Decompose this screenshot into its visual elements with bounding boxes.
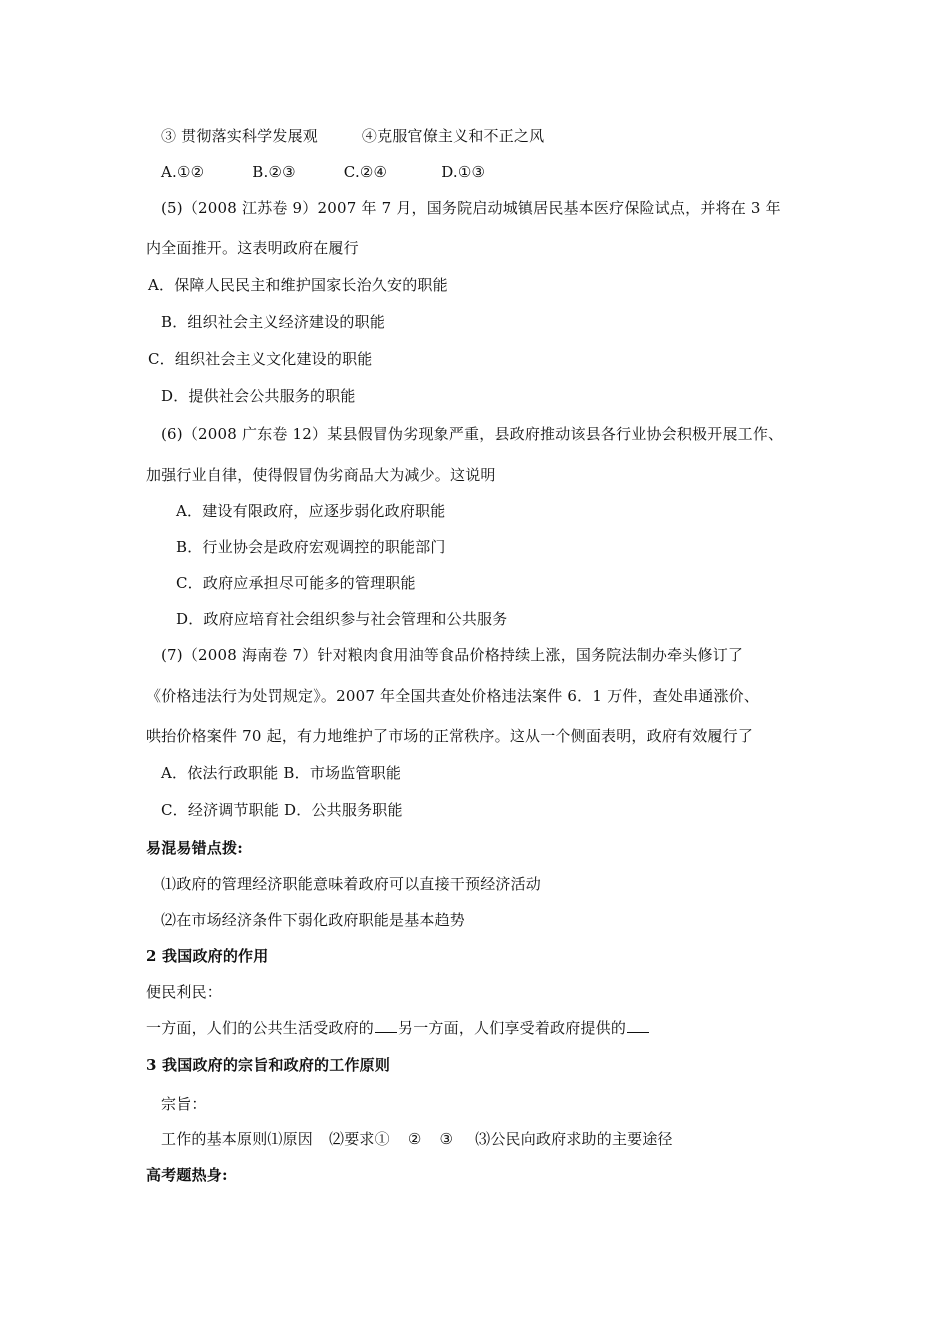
- question-6-option-d: D．政府应培育社会组织参与社会管理和公共服务: [176, 610, 508, 628]
- fill-in-blank-line: [146, 1018, 650, 1038]
- principles-reason: 工作的基本原则⑴原因: [161, 1130, 314, 1148]
- question-6-option-b: B．行业协会是政府宏观调控的职能部门: [176, 538, 446, 556]
- question-5-option-b: B．组织社会主义经济建设的职能: [161, 313, 386, 331]
- answer-options-q4: [161, 162, 485, 182]
- confusion-point-2: ⑵在市场经济条件下弱化政府职能是基本趋势: [161, 911, 466, 929]
- answer-blank-2: [627, 1018, 649, 1033]
- principles-requirement-1: ⑵要求①: [329, 1130, 390, 1148]
- question-6-stem-line2: 加强行业自律，使得假冒伪劣商品大为减少。这说明: [146, 466, 496, 484]
- section-heading-government-role: 2 我国政府的作用: [146, 947, 269, 965]
- answer-d: D.①③: [441, 163, 486, 181]
- option-line-3-4: [161, 126, 544, 146]
- question-5-option-c: C．组织社会主义文化建设的职能: [148, 350, 373, 368]
- confusion-point-1: ⑴政府的管理经济职能意味着政府可以直接干预经济活动: [161, 875, 542, 893]
- question-7-stem-line2: 《价格违法行为处罚规定》。2007 年全国共查处价格违法案件 6．1 万件，查处串通涨价、: [146, 687, 760, 705]
- principles-requirement-2: ②: [407, 1130, 422, 1148]
- answer-b: B.②③: [252, 163, 296, 181]
- option-4: ④克服官僚主义和不正之风: [361, 127, 545, 145]
- section-heading-exam-warmup: 高考题热身:: [146, 1166, 228, 1184]
- fill-blank-text-2: 另一方面，人们享受着政府提供的: [398, 1019, 627, 1037]
- question-6-option-c: C．政府应承担尽可能多的管理职能: [176, 574, 416, 592]
- question-6-option-a: A．建设有限政府，应逐步弱化政府职能: [176, 502, 446, 520]
- answer-c: C.②④: [343, 163, 388, 181]
- working-principles-line: [161, 1129, 673, 1149]
- question-5-option-d: D．提供社会公共服务的职能: [161, 387, 356, 405]
- question-5-stem-line2: 内全面推开。这表明政府在履行: [146, 239, 359, 257]
- section-heading-purpose-principles: 3 我国政府的宗旨和政府的工作原则: [146, 1056, 391, 1074]
- answer-blank-1: [375, 1018, 397, 1033]
- option-3: ③ 贯彻落实科学发展观: [161, 127, 318, 145]
- question-7-options-cd: C．经济调节职能 D．公共服务职能: [161, 801, 403, 819]
- question-5-stem-line1: (5)（2008 江苏卷 9）2007 年 7 月，国务院启动城镇居民基本医疗保险试点，并将在 3 年: [161, 199, 781, 217]
- fill-blank-text-1: 一方面，人们的公共生活受政府的: [146, 1019, 375, 1037]
- convenience-label: 便民利民：: [146, 983, 223, 1001]
- question-7-options-ab: A．依法行政职能 B．市场监管职能: [161, 764, 402, 782]
- question-7-stem-line1: (7)（2008 海南卷 7）针对粮肉食用油等食品价格持续上涨，国务院法制办牵头修订了: [161, 646, 744, 664]
- question-6-stem-line1: (6)（2008 广东卷 12）某县假冒伪劣现象严重，县政府推动该县各行业协会积极开展工作、: [161, 425, 784, 443]
- purpose-label: 宗旨：: [161, 1095, 207, 1113]
- principles-requirement-3: ③: [439, 1130, 454, 1148]
- answer-a: A.①②: [161, 163, 205, 181]
- question-7-stem-line3: 哄抬价格案件 70 起，有力地维护了市场的正常秩序。这从一个侧面表明，政府有效履行了: [146, 727, 754, 745]
- principles-help-channels: ⑶公民向政府求助的主要途径: [475, 1130, 673, 1148]
- section-heading-confusion: 易混易错点拨:: [146, 839, 243, 857]
- question-5-option-a: A．保障人民民主和维护国家长治久安的职能: [148, 276, 448, 294]
